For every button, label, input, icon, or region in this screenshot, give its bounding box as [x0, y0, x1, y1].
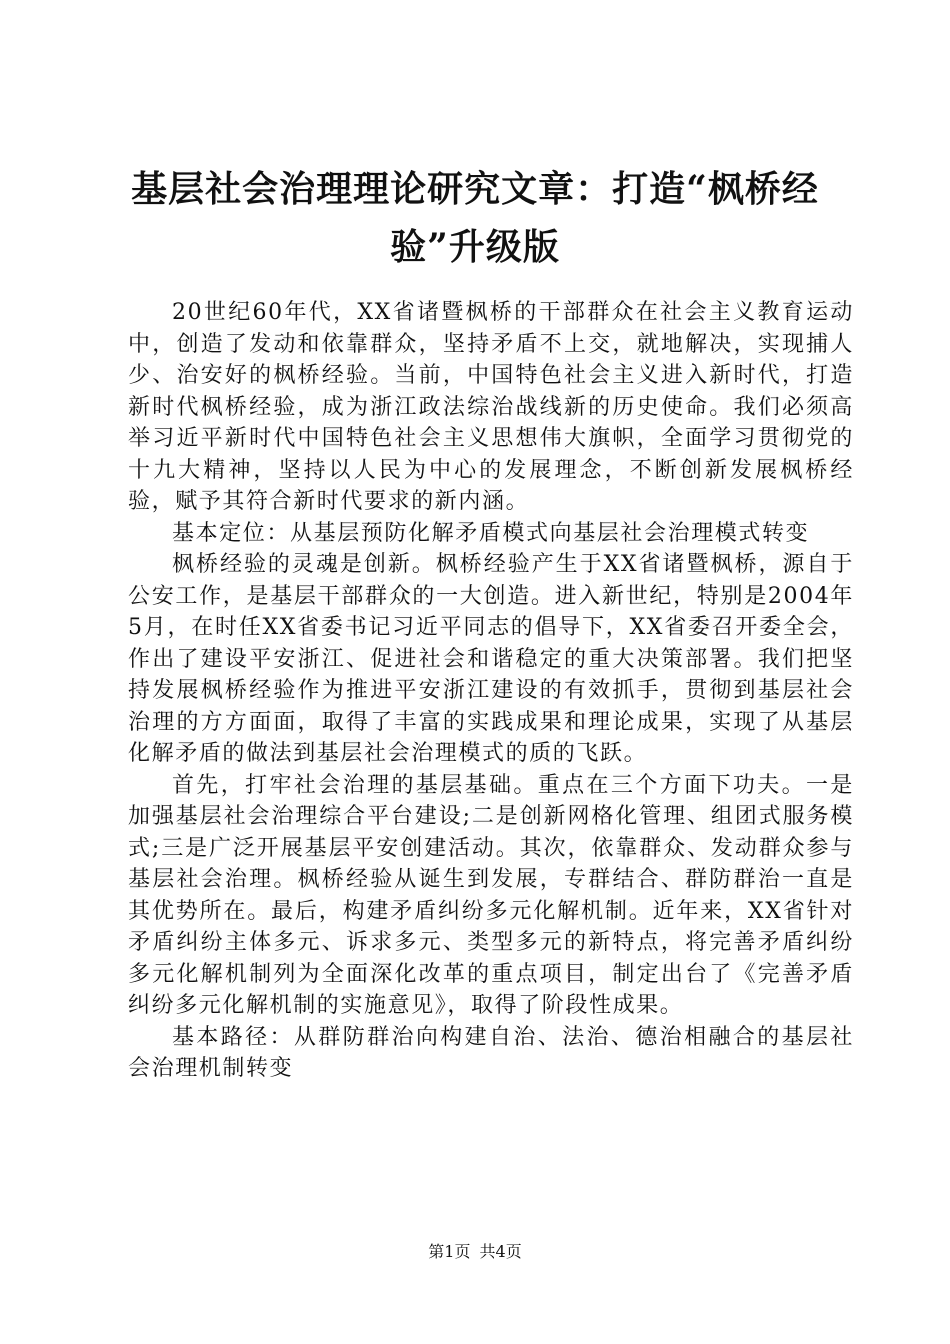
- section-heading-path: 基本路径：从群防群治向构建自治、法治、德治相融合的基层社会治理机制转变: [128, 1024, 854, 1081]
- page-footer: [0, 1242, 950, 1262]
- page-number: 第1页: [428, 1242, 471, 1261]
- paragraph-innovation: 枫桥经验的灵魂是创新。枫桥经验产生于XX省诸暨枫桥，源自于公安工作，是基层干部群众的一大创造。进入新世纪，特别是2004年5月，在时任XX省委书记习近平同志的倡导下，XX省委召开委全会，作出了建设平安浙江、促进社会和谐稳定的重大决策部署。我们把坚持发展枫桥经验作为推进平安浙江建设的有效抓手，贯彻到基层社会治理的方方面面，取得了丰富的实践成果和理论成果，实现了从基层化解矛盾的做法到基层社会治理模式的质的飞跃。: [128, 552, 854, 766]
- section-heading-positioning: 基本定位：从基层预防化解矛盾模式向基层社会治理模式转变: [172, 520, 810, 546]
- document-body: [128, 297, 854, 1085]
- document-title: 基层社会治理理论研究文章：打造“枫桥经验”升级版: [131, 168, 819, 268]
- page-total: 共4页: [479, 1242, 522, 1261]
- paragraph-measures: 首先，打牢社会治理的基层基础。重点在三个方面下功夫。一是加强基层社会治理综合平台建设;二是创新网格化管理、组团式服务模式;三是广泛开展基层平安创建活动。其次，依靠群众、发动群众参与基层社会治理。枫桥经验从诞生到发展，专群结合、群防群治一直是其优势所在。最后，构建矛盾纠纷多元化解机制。近年来，XX省针对矛盾纠纷主体多元、诉求多元、类型多元的新特点，将完善矛盾纠纷多元化解机制列为全面深化改革的重点项目，制定出台了《完善矛盾纠纷多元化解机制的实施意见》，取得了阶段性成果。: [128, 772, 854, 1018]
- paragraph-intro: 20世纪60年代，XX省诸暨枫桥的干部群众在社会主义教育运动中，创造了发动和依靠群众，坚持矛盾不上交，就地解决，实现捕人少、治安好的枫桥经验。当前，中国特色社会主义进入新时代，打造新时代枫桥经验，成为浙江政法综治战线新的历史使命。我们必须高举习近平新时代中国特色社会主义思想伟大旗帜，全面学习贯彻党的十九大精神，坚持以人民为中心的发展理念，不断创新发展枫桥经验，赋予其符合新时代要求的新内涵。: [128, 300, 854, 514]
